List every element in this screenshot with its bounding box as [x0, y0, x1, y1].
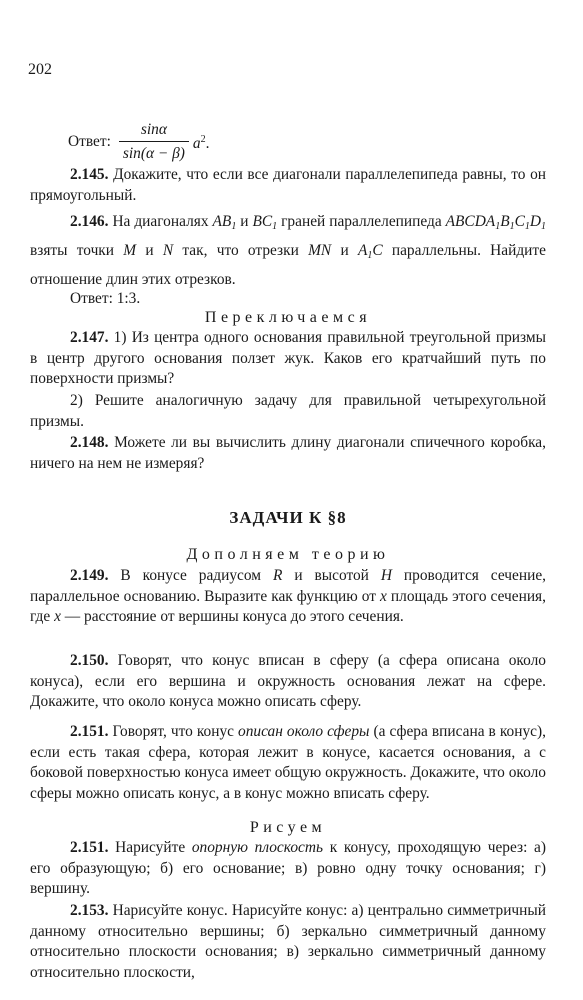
problem-text: площадь этого сечения, где — [30, 587, 546, 625]
section-heading-theory: Дополняем теорию — [186, 546, 390, 563]
problem-text: и — [236, 213, 253, 230]
answer-fraction — [119, 120, 189, 165]
math-m: M — [123, 242, 137, 259]
problem-number: 2.151. — [70, 839, 109, 856]
answer-label: Ответ: — [68, 132, 111, 150]
math-parallelepiped: C — [514, 213, 525, 230]
problem-2-146 — [30, 210, 546, 292]
problem-text: и — [136, 242, 163, 259]
problem-number: 2.145. — [70, 166, 109, 183]
problem-text: проводится сечение, параллельное основанию. Выразите как функцию от — [30, 567, 546, 605]
math-ab: AB — [212, 213, 232, 230]
math-n: N — [162, 242, 174, 259]
problem-text: и — [331, 242, 358, 259]
problem-text: На диагоналях — [108, 213, 213, 230]
problem-text: Нарисуйте конус. Нарисуйте конус: а) центрально симметричный данному относительно вершины; б) зеркально симметричный данному относительно плоскости основания; в) зеркально симметричный данному относительно плоскости, — [30, 902, 546, 981]
problem-text: и высотой — [282, 567, 381, 584]
problem-text: Нарисуйте — [108, 839, 192, 856]
math-sub: 1 — [541, 221, 547, 232]
answer-2-146: Ответ: 1:3. — [70, 290, 141, 307]
problem-text: параллельны. Найдите отношение длин этих отрезков. — [30, 242, 546, 288]
math-x: x — [380, 587, 387, 605]
math-r: R — [272, 567, 283, 584]
math-parallelepiped: D — [529, 213, 542, 230]
problem-number: 2.148. — [70, 434, 109, 451]
problem-text: Говорят, что конус — [108, 723, 239, 740]
problem-2-147-part2: 2) Решите аналогичную задачу для правильной четырехугольной призмы. — [30, 392, 546, 430]
answer-period: . — [205, 134, 210, 152]
fraction-numerator: sinα — [140, 120, 167, 138]
problem-text: В конусе радиусом — [108, 567, 273, 584]
page-number: 202 — [28, 61, 52, 78]
problem-text: — расстояние от вершины конуса до этого сечения. — [60, 608, 404, 625]
problem-text: 1) Из центра одного основания правильной треугольной призмы в центр другого основания ползет жук. Каков его кратчайший путь по поверхности призмы? — [30, 329, 546, 387]
problem-number: 2.153. — [70, 902, 109, 919]
problem-2-145 — [30, 165, 546, 206]
problem-2-149 — [30, 566, 546, 628]
section-heading-switch: Переключаемся — [204, 309, 372, 326]
fraction-denominator: sin(α − β) — [119, 141, 189, 165]
problem-2-150 — [30, 651, 546, 713]
problem-text: Говорят, что конус вписан в сферу (а сфера описана около конуса), если его вершина и окружность основания лежат на сфере. Докажите, что около конуса можно описать сферу. — [30, 652, 546, 710]
section-heading-draw: Рисуем — [249, 819, 327, 836]
problem-text: Докажите, что если все диагонали параллелепипеда равны, то он прямоугольный. — [30, 166, 546, 204]
answer-factor — [193, 130, 210, 155]
problem-text: (а сфера вписана в конус), если есть такая сфера, которая лежит в конусе, касается основания, а с боковой поверхностью конуса имеет общую окружность. Докажите, что около сферы можно описать конус, а в конус можно вписать сферу. — [30, 723, 546, 802]
problem-text: так, что отрезки — [173, 242, 309, 259]
math-a: A — [357, 242, 368, 259]
math-c: C — [372, 242, 383, 259]
math-mn: MN — [308, 242, 332, 259]
math-sub: 1 — [272, 221, 278, 232]
problem-2-151-draw — [30, 838, 546, 900]
problem-2-148 — [30, 433, 546, 474]
problem-number: 2.151. — [70, 723, 109, 740]
math-sub: 1 — [509, 221, 515, 232]
problem-text: взяты точки — [30, 242, 124, 259]
problem-number: 2.150. — [70, 652, 109, 669]
math-parallelepiped: ABCDA — [445, 213, 496, 230]
problem-number: 2.146. — [70, 213, 109, 230]
answer-2-144 — [68, 118, 209, 166]
problem-number: 2.147. — [70, 329, 109, 346]
math-parallelepiped: B — [500, 213, 510, 230]
chapter-heading: ЗАДАЧИ К §8 — [229, 508, 347, 527]
emphasis-text: опорную плоскость — [191, 839, 324, 856]
emphasis-text: описан около сферы — [238, 723, 370, 740]
problem-text: к конусу, проходящую через: а) его образующую; б) его основание; в) ровно одну точку основания; г) вершину. — [30, 839, 546, 897]
problem-2-151 — [30, 722, 546, 804]
problem-number: 2.149. — [70, 567, 109, 584]
answer-factor-base: a — [192, 134, 201, 152]
math-sub: 1 — [367, 250, 373, 261]
problem-2-153 — [30, 901, 546, 983]
math-bc: BC — [252, 213, 273, 230]
answer-factor-exp: 2 — [200, 133, 206, 145]
problem-2-147 — [30, 328, 546, 390]
problem-text: граней параллелепипеда — [277, 213, 446, 230]
problem-text: Можете ли вы вычислить длину диагонали спичечного коробка, ничего на нем не измеряя? — [30, 434, 546, 472]
math-h: H — [380, 567, 392, 584]
math-sub: 1 — [524, 221, 530, 232]
math-sub: 1 — [231, 221, 237, 232]
math-sub: 1 — [495, 221, 501, 232]
math-x: x — [54, 608, 61, 625]
